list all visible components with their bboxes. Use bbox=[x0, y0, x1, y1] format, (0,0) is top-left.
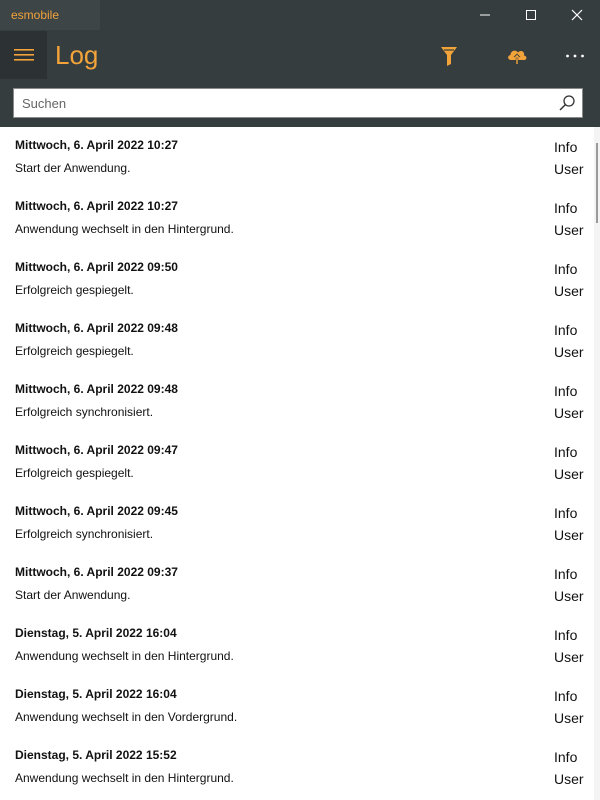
log-entry-message: Start der Anwendung. bbox=[15, 161, 131, 175]
log-entry-date: Mittwoch, 6. April 2022 09:37 bbox=[15, 565, 178, 579]
log-list bbox=[0, 127, 594, 800]
log-entry-user: User bbox=[554, 283, 584, 299]
log-entry-date: Mittwoch, 6. April 2022 09:47 bbox=[15, 443, 178, 457]
log-entry-user: User bbox=[554, 527, 584, 543]
log-entry-row[interactable] bbox=[0, 188, 594, 249]
log-entry-date: Dienstag, 5. April 2022 16:04 bbox=[15, 626, 177, 640]
log-entry-user: User bbox=[554, 710, 584, 726]
log-entry-row[interactable] bbox=[0, 310, 594, 371]
log-entry-level: Info bbox=[554, 200, 578, 216]
log-entry-message: Anwendung wechselt in den Hintergrund. bbox=[15, 222, 234, 236]
log-entry-level: Info bbox=[554, 566, 578, 582]
log-entry-user: User bbox=[554, 344, 584, 360]
log-entry-level: Info bbox=[554, 444, 578, 460]
log-entry-row[interactable] bbox=[0, 676, 594, 737]
log-entry-row[interactable] bbox=[0, 127, 594, 188]
log-entry-date: Mittwoch, 6. April 2022 09:48 bbox=[15, 382, 178, 396]
log-entry-level: Info bbox=[554, 322, 578, 338]
maximize-button[interactable] bbox=[508, 0, 554, 30]
log-entry-date: Mittwoch, 6. April 2022 10:27 bbox=[15, 138, 178, 152]
log-entry-message: Erfolgreich synchronisiert. bbox=[15, 527, 154, 541]
log-entry-message: Anwendung wechselt in den Hintergrund. bbox=[15, 649, 234, 663]
minimize-icon bbox=[479, 9, 491, 21]
log-entry-user: User bbox=[554, 222, 584, 238]
log-entry-level: Info bbox=[554, 383, 578, 399]
log-entry-message: Erfolgreich gespiegelt. bbox=[15, 344, 134, 358]
close-button[interactable] bbox=[554, 0, 600, 30]
upload-button[interactable] bbox=[495, 36, 539, 76]
log-entry-user: User bbox=[554, 649, 584, 665]
log-entry-level: Info bbox=[554, 688, 578, 704]
cloud-upload-icon bbox=[506, 46, 528, 66]
log-entry-message: Start der Anwendung. bbox=[15, 588, 131, 602]
app-header bbox=[0, 0, 600, 127]
log-entry-row[interactable] bbox=[0, 615, 594, 676]
log-entry-user: User bbox=[554, 588, 584, 604]
minimize-button[interactable] bbox=[462, 0, 508, 30]
log-entry-message: Erfolgreich gespiegelt. bbox=[15, 466, 134, 480]
scrollbar-thumb[interactable] bbox=[596, 143, 598, 223]
more-options-button[interactable] bbox=[553, 36, 597, 76]
log-entry-date: Mittwoch, 6. April 2022 10:27 bbox=[15, 199, 178, 213]
hamburger-menu-button[interactable] bbox=[0, 31, 47, 79]
log-entry-level: Info bbox=[554, 139, 578, 155]
log-entry-date: Dienstag, 5. April 2022 15:52 bbox=[15, 748, 177, 762]
page-title: Log bbox=[55, 40, 99, 70]
log-entry-row[interactable] bbox=[0, 493, 594, 554]
log-entry-message: Anwendung wechselt in den Hintergrund. bbox=[15, 771, 234, 785]
search-input[interactable] bbox=[22, 89, 542, 117]
hamburger-icon bbox=[14, 48, 34, 62]
log-entry-message: Erfolgreich synchronisiert. bbox=[15, 405, 154, 419]
log-entry-level: Info bbox=[554, 749, 578, 765]
log-entry-user: User bbox=[554, 466, 584, 482]
log-entry-message: Anwendung wechselt in den Vordergrund. bbox=[15, 710, 238, 724]
log-entry-row[interactable] bbox=[0, 737, 594, 798]
log-entry-user: User bbox=[554, 161, 584, 177]
log-entry-date: Mittwoch, 6. April 2022 09:48 bbox=[15, 321, 178, 335]
log-entry-user: User bbox=[554, 405, 584, 421]
app-name: esmobile bbox=[11, 8, 60, 22]
log-entry-date: Dienstag, 5. April 2022 16:04 bbox=[15, 687, 177, 701]
log-entry-level: Info bbox=[554, 627, 578, 643]
maximize-icon bbox=[525, 9, 537, 21]
log-entry-level: Info bbox=[554, 261, 578, 277]
more-icon bbox=[565, 53, 585, 59]
log-entry-row[interactable] bbox=[0, 371, 594, 432]
close-icon bbox=[571, 9, 583, 21]
filter-button[interactable] bbox=[427, 36, 471, 76]
log-entry-user: User bbox=[554, 771, 584, 787]
filter-icon bbox=[440, 45, 458, 67]
log-entry-date: Mittwoch, 6. April 2022 09:45 bbox=[15, 504, 178, 518]
scrollbar[interactable] bbox=[594, 127, 600, 800]
log-entry-level: Info bbox=[554, 505, 578, 521]
log-entry-message: Erfolgreich gespiegelt. bbox=[15, 283, 134, 297]
log-entry-row[interactable] bbox=[0, 432, 594, 493]
log-entry-row[interactable] bbox=[0, 554, 594, 615]
log-entry-row[interactable] bbox=[0, 249, 594, 310]
search-icon[interactable] bbox=[558, 94, 576, 112]
search-box bbox=[13, 88, 583, 118]
log-entry-date: Mittwoch, 6. April 2022 09:50 bbox=[15, 260, 178, 274]
